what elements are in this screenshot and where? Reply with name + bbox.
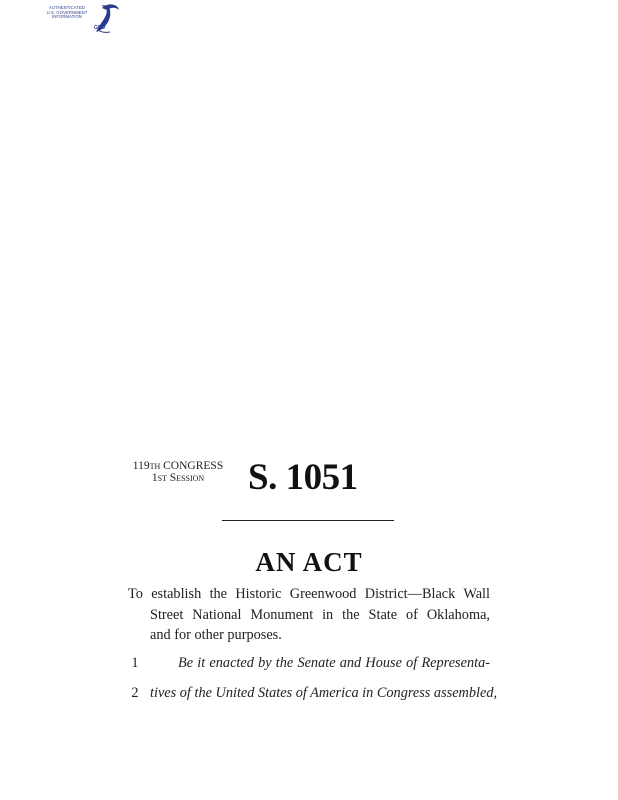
line-text: tives of the United States of America in Congress assembled, <box>150 685 498 701</box>
logo-text <box>36 6 98 20</box>
congress-number: 119 <box>132 460 150 472</box>
act-heading: AN ACT <box>255 547 363 577</box>
act-purpose <box>128 584 490 646</box>
logo-gpo-mark: GPO <box>94 25 106 31</box>
logo-line-3: INFORMATION <box>51 14 83 20</box>
title-divider <box>222 520 394 521</box>
purpose-line-2: Street National Monument in the State of Oklahoma, <box>150 606 490 623</box>
gpo-authenticated-logo <box>36 2 122 40</box>
bill-number: S. 1051 <box>248 457 358 498</box>
line-text: Be it enacted by the Senate and House of Representa- <box>178 655 490 671</box>
logo-line-1: AUTHENTICATED <box>48 5 86 10</box>
session-suffix: st <box>157 472 167 484</box>
line-number: 2 <box>131 685 139 701</box>
session-number: 1 <box>151 472 158 484</box>
purpose-line-3: and for other purposes. <box>150 627 282 643</box>
session-word: Session <box>169 472 205 484</box>
session-line <box>118 472 238 484</box>
congress-session-block <box>118 460 238 484</box>
congress-line <box>118 460 238 472</box>
congress-word: CONGRESS <box>163 460 224 472</box>
line-number: 1 <box>131 655 139 671</box>
purpose-line-1: To establish the Historic Greenwood District—Black Wall <box>128 586 490 602</box>
logo-line-2: U.S. GOVERNMENT <box>46 9 88 15</box>
congress-suffix: th <box>149 460 161 472</box>
